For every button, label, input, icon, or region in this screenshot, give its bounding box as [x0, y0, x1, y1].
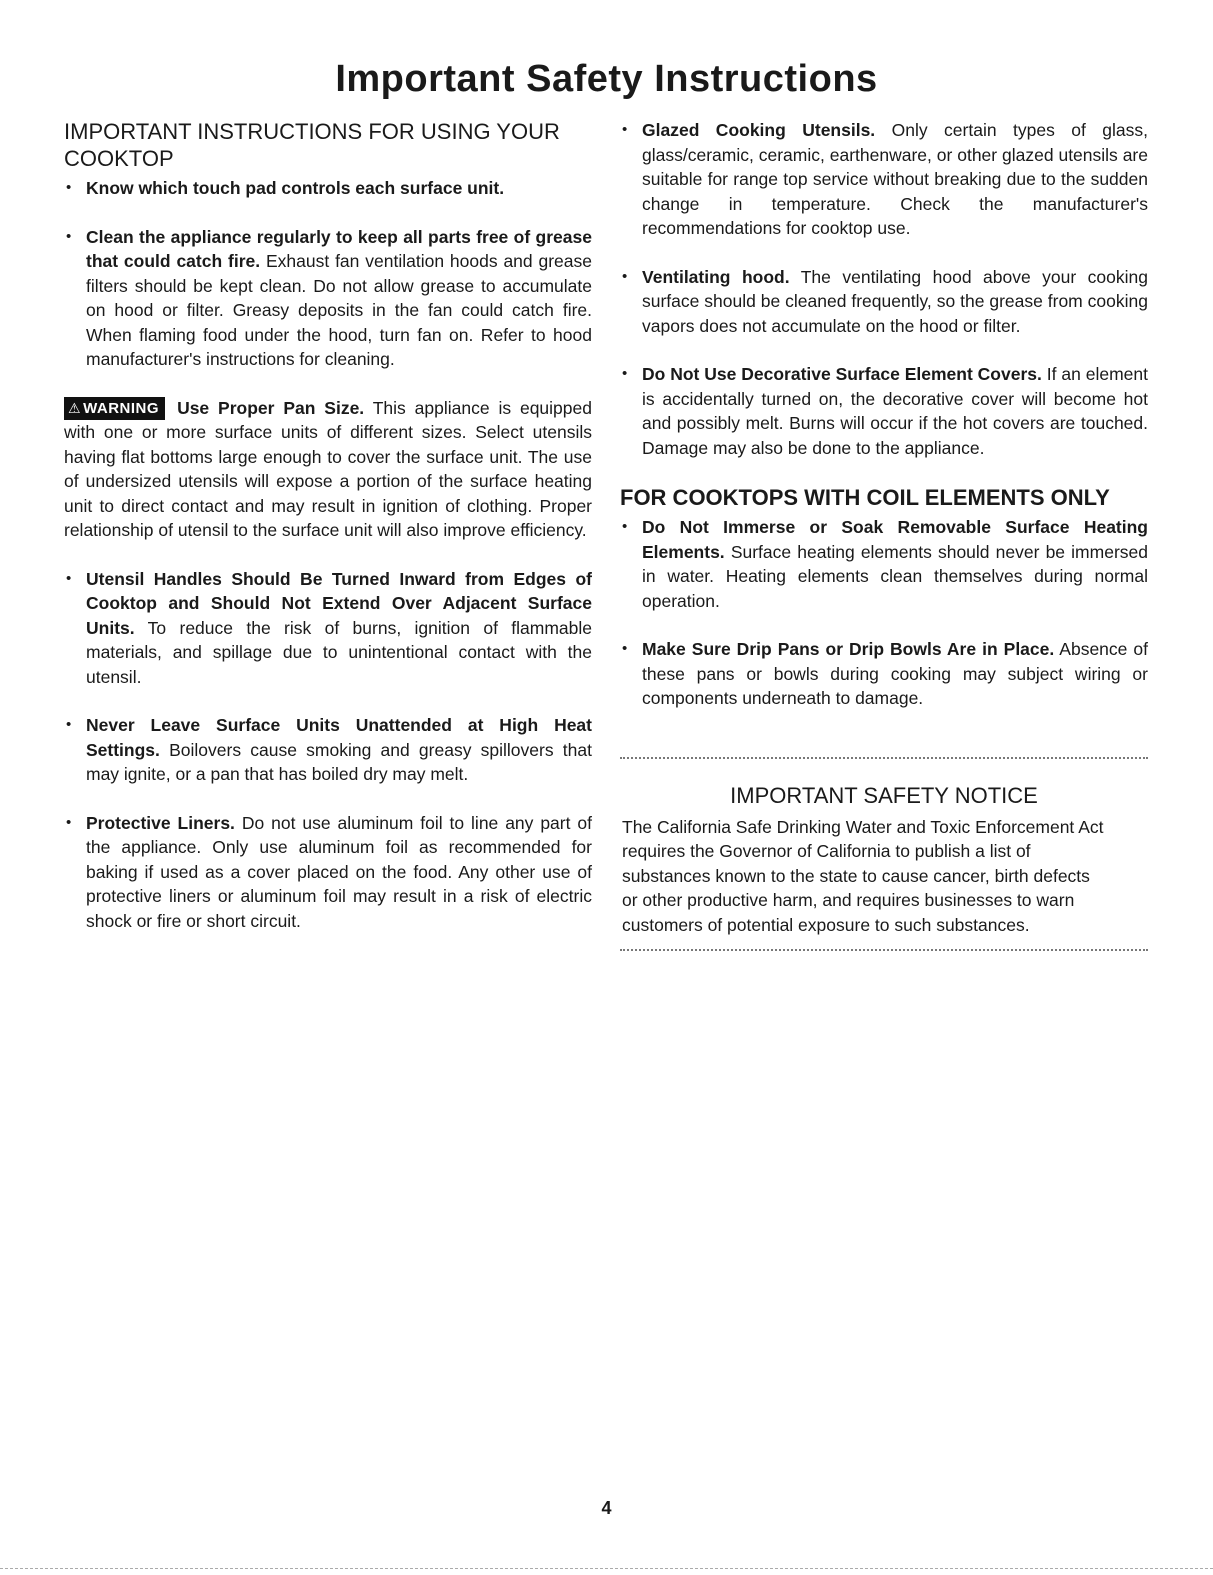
item-text: Only certain types of glass, glass/ceramic, ceramic, earthenware, or other glazed utensils are suitable for range top service without breaking due to the sudden change in temperature. Check the manufacturer's recommendations for cooktop use.: [642, 120, 1148, 238]
notice-title: IMPORTANT SAFETY NOTICE: [730, 782, 1038, 808]
section-heading-coil: FOR COOKTOPS WITH COIL ELEMENTS ONLY: [620, 485, 1110, 510]
warning-badge-label: WARNING: [83, 399, 160, 417]
list-item: [64, 811, 592, 934]
divider: [620, 949, 1148, 951]
item-text: The ventilating hood above your cooking surface should be cleaned frequently, so the grease from cooking vapors does not accumulate on the hood or filter.: [642, 266, 1148, 336]
list-item: [64, 225, 592, 372]
bullet-icon: •: [66, 179, 72, 196]
divider: [620, 757, 1148, 759]
item-lead: Make Sure Drip Pans or Drip Bowls Are in Place.: [642, 639, 1055, 659]
bullet-icon: •: [622, 121, 628, 138]
list-item: [620, 118, 1148, 241]
item-lead: Know which touch pad controls each surface unit.: [86, 178, 505, 198]
item-lead: Do Not Immerse or Soak Removable Surface Heating Elements.: [642, 517, 1148, 562]
list-item: [620, 637, 1148, 711]
list-item: [64, 176, 592, 201]
page-number: 4: [601, 1498, 612, 1518]
left-column: [64, 118, 592, 957]
item-lead: Protective Liners.: [86, 812, 235, 833]
item-text: Boilovers cause smoking and greasy spillovers that may ignite, or a pan that has boiled dry may melt.: [86, 739, 592, 784]
bullet-icon: •: [66, 227, 72, 245]
page-title: Important Safety Instructions: [335, 58, 878, 100]
item-text: Surface heating elements should never be immersed in water. Heating elements clean themselves during normal operation.: [642, 541, 1148, 611]
bottom-rule: [0, 1568, 1213, 1569]
list-item: [620, 265, 1148, 339]
list-item: [620, 515, 1148, 613]
safety-notice: [620, 781, 1148, 938]
bullet-icon: •: [622, 518, 628, 535]
warning-paragraph: [64, 396, 592, 543]
item-lead: Never Leave Surface Units Unattended at High Heat Settings.: [86, 715, 592, 760]
item-lead: Ventilating hood.: [642, 266, 790, 287]
item-lead: Glazed Cooking Utensils.: [642, 120, 876, 140]
list-item: [64, 567, 592, 690]
notice-text: The California Safe Drinking Water and Toxic Enforcement Act requires the Governor of California to publish a list of substances known to the state to cause cancer, birth defects or other productive harm, and requires businesses to warn customers of potential exposure to such substances.: [622, 816, 1104, 935]
warning-lead: Use Proper Pan Size.: [177, 397, 365, 418]
list-item: [620, 362, 1148, 460]
bullet-icon: •: [66, 716, 72, 733]
right-column: [620, 118, 1148, 951]
warning-text: This appliance is equipped with one or more surface units of different sizes. Select utensils having flat bottoms large enough to cover the surface unit. The use of undersized utensils will expose a portion of the surface heating unit to direct contact and may result in ignition of clothing. Proper relationship of utensil to the surface unit will also improve efficiency.: [64, 397, 592, 540]
item-text: Exhaust fan ventilation hoods and grease filters should be kept clean. Do not allow grease to accumulate on hood or filter. Greasy deposits in the fan could catch fire. When flaming food under the hood, turn fan on. Refer to hood manufacturer's instructions for cleaning.: [86, 251, 593, 369]
section-heading-cooktop: IMPORTANT INSTRUCTIONS FOR USING YOUR COOKTOP: [64, 119, 560, 171]
bullet-icon: •: [622, 267, 628, 285]
item-text: To reduce the risk of burns, ignition of flammable materials, and spillage due to unintentional contact with the utensil.: [86, 617, 592, 687]
item-text: If an element is accidentally turned on, the decorative cover will become hot and possibly melt. Burns will occur if the hot covers are touched. Damage may also be done to the appliance.: [642, 364, 1148, 458]
warning-badge: [64, 397, 165, 420]
item-text: Absence of these pans or bowls during cooking may subject wiring or components underneath to damage.: [642, 639, 1148, 708]
bullet-icon: •: [66, 813, 72, 831]
bullet-icon: •: [622, 365, 628, 382]
item-lead: Clean the appliance regularly to keep all parts free of grease that could catch fire.: [86, 226, 592, 271]
bullet-icon: •: [622, 640, 628, 657]
item-lead: Do Not Use Decorative Surface Element Covers.: [642, 364, 1042, 384]
item-text: Do not use aluminum foil to line any part of the appliance. Only use aluminum foil as recommended for baking if used as a cover placed on the food. Any other use of protective liners or aluminum foil may result in a risk of electric shock or fire or short circuit.: [86, 812, 592, 931]
warning-triangle-icon: ⚠: [68, 399, 82, 416]
bullet-icon: •: [66, 569, 72, 587]
item-lead: Utensil Handles Should Be Turned Inward from Edges of Cooktop and Should Not Extend Over Adjacent Surface Units.: [86, 568, 592, 638]
list-item: [64, 713, 592, 787]
